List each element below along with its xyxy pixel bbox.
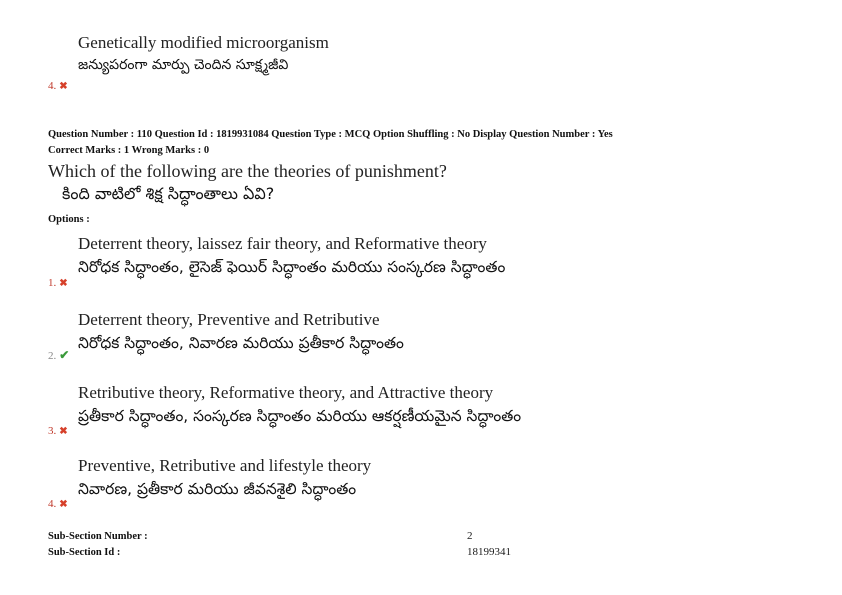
option-1-telugu: నిరోధక సిద్ధాంతం, లైసెజ్ ఫెయిర్ సిద్ధాంతం మరియు సంస్కరణ సిద్ధాంతం	[78, 258, 506, 276]
option-2-number: 2.	[48, 349, 57, 362]
option-3-marker	[48, 425, 68, 437]
question-meta-line: Question Number : 110 Question Id : 1819931084 Question Type : MCQ Option Shuffling : No Display Question Number : Yes	[48, 129, 613, 140]
question-text-english: Which of the following are the theories of punishment?	[48, 161, 447, 181]
subsection-id-value: 18199341	[467, 546, 511, 558]
option-2-marker	[48, 348, 69, 363]
subsection-number-label: Sub-Section Number :	[48, 531, 148, 542]
prev-option-marker	[48, 80, 68, 92]
cross-icon: ✖	[59, 277, 68, 289]
option-4-english: Preventive, Retributive and lifestyle theory	[78, 456, 372, 475]
option-3-number: 3.	[48, 425, 57, 437]
option-3-english: Retributive theory, Reformative theory, and Attractive theory	[78, 383, 494, 402]
option-1-english: Deterrent theory, laissez fair theory, and Reformative theory	[78, 234, 487, 253]
checkmark-icon: ✔	[59, 348, 70, 362]
option-2-telugu: నిరోధక సిద్ధాంతం, నివారణ మరియు ప్రతీకార సిద్ధాంతం	[78, 334, 404, 352]
question-marks-line: Correct Marks : 1 Wrong Marks : 0	[48, 145, 210, 156]
option-1-number: 1.	[48, 277, 57, 289]
option-3-telugu: ప్రతీకార సిద్ధాంతం, సంస్కరణ సిద్ధాంతం మరియు ఆకర్షణీయమైన సిద్ధాంతం	[78, 407, 522, 425]
prev-option-english: Genetically modified microorganism	[78, 33, 329, 52]
option-4-number: 4.	[48, 498, 57, 510]
option-4-marker	[48, 498, 68, 510]
cross-icon: ✖	[59, 425, 68, 437]
option-1-marker	[48, 277, 68, 289]
prev-option-telugu: జన్యుపరంగా మార్పు చెందిన సూక్ష్మజీవి	[78, 57, 289, 73]
prev-option-number: 4.	[48, 80, 57, 92]
options-label: Options :	[48, 214, 90, 225]
option-2-english: Deterrent theory, Preventive and Retributive	[78, 310, 380, 329]
subsection-number-value: 2	[467, 530, 473, 542]
subsection-id-label: Sub-Section Id :	[48, 547, 121, 558]
question-text-telugu: కింది వాటిలో శిక్ష సిద్ధాంతాలు ఏవి?	[62, 184, 275, 203]
option-4-telugu: నివారణ, ప్రతీకార మరియు జీవనశైలి సిద్ధాంతం	[78, 480, 357, 498]
cross-icon: ✖	[59, 80, 68, 92]
cross-icon: ✖	[59, 498, 68, 510]
